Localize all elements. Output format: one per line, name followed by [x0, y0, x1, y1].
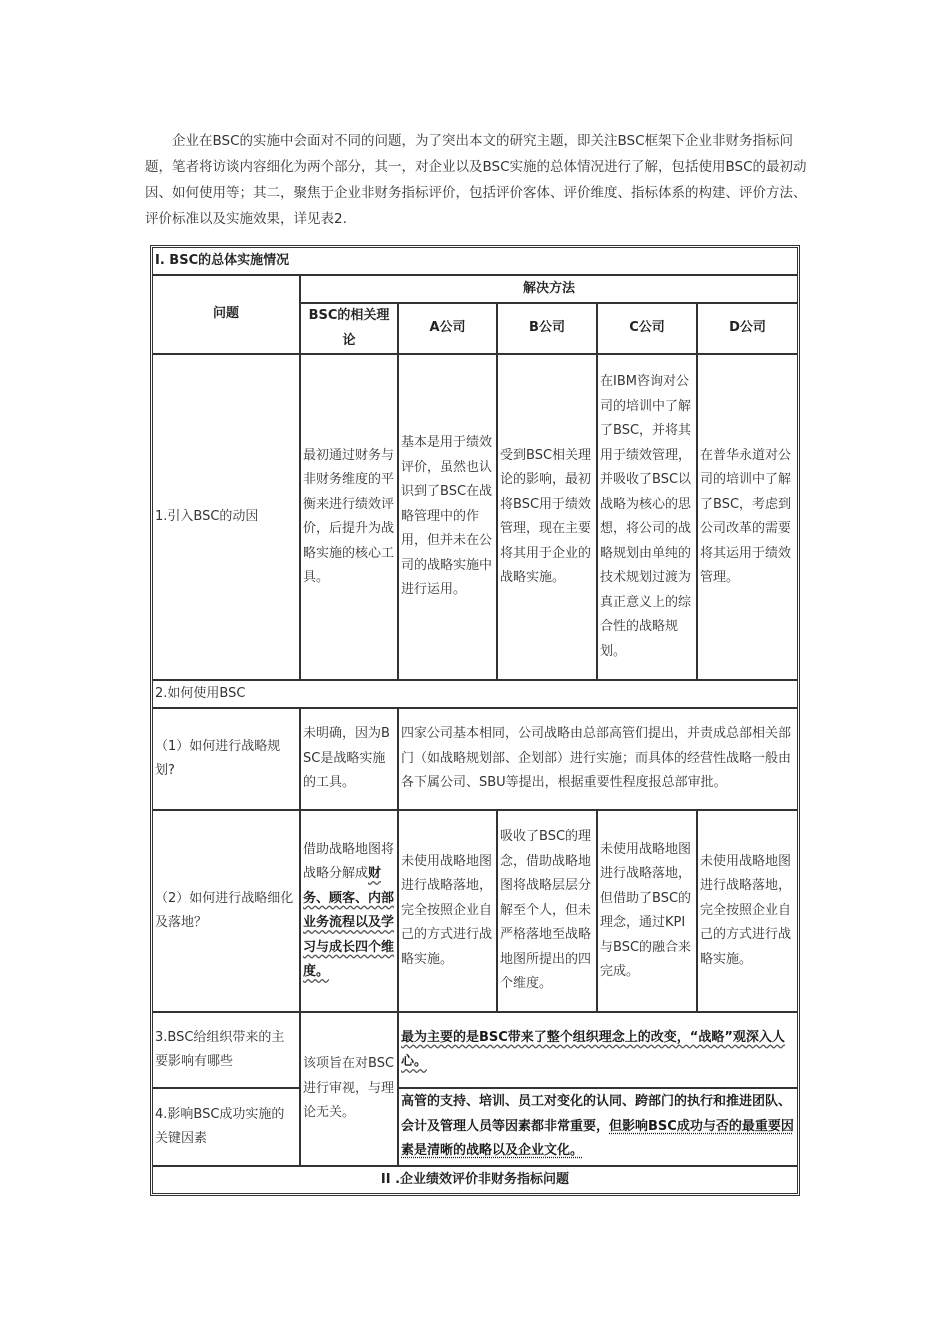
header-company-b: B公司	[497, 303, 597, 354]
section-title-2: 2.如何使用BSC	[152, 680, 798, 708]
row2a-theory: 未明确，因为BSC是战略实施的工具。	[300, 708, 398, 810]
row1-question: 1.引入BSC的动因	[152, 354, 300, 680]
table-row	[152, 1166, 798, 1194]
table-row	[152, 247, 798, 275]
row3-question: 3.BSC给组织带来的主要影响有哪些	[152, 1012, 300, 1088]
row4-all-companies	[398, 1088, 798, 1166]
table-2-frame	[150, 245, 800, 1196]
row3-theory: 该项旨在对BSC进行审视，与理论无关。	[300, 1012, 398, 1166]
row2b-theory-dimensions: 财务、顾客、内部业务流程以及学习与成长四个维度。	[303, 866, 395, 979]
table-row	[152, 1088, 798, 1166]
row4-text-pre: 高管的支持、培训、员工对变化的认同、跨部门的执行和推进团队、会计及管理人员等因素都非常重要，	[401, 1094, 792, 1134]
header-solution: 解决方法	[300, 275, 798, 303]
header-company-a: A公司	[398, 303, 497, 354]
row1-company-c: 在IBM咨询对公司的培训中了解了BSC，并将其用于绩效管理，并吸收了BSC以战略为核心的思想，将公司的战略规划由单纯的技术规划过渡为真正意义上的综合性的战略规划。	[597, 354, 697, 680]
table-row	[152, 708, 798, 810]
section-title-3: II .企业绩效评价非财务指标问题	[152, 1166, 798, 1194]
header-company-d: D公司	[697, 303, 798, 354]
bsc-implementation-table	[152, 247, 798, 1194]
row3-all-companies	[398, 1012, 798, 1088]
header-question: 问题	[152, 275, 300, 354]
row2b-company-c: 未使用战略地图进行战略落地，但借助了BSC的理念，通过KPI与BSC的融合来完成。	[597, 810, 697, 1012]
header-theory: BSC的相关理论	[300, 303, 398, 354]
row2b-company-a: 未使用战略地图进行战略落地，完全按照企业自己的方式进行战略实施。	[398, 810, 497, 1012]
table-row	[152, 810, 798, 1012]
row1-company-d: 在普华永道对公司的培训中了解了BSC，考虑到公司改革的需要将其运用于绩效管理。	[697, 354, 798, 680]
table-row	[152, 680, 798, 708]
row1-company-a: 基本是用于绩效评价，虽然也认识到了BSC在战略管理中的作用，但并未在公司的战略实施中进行运用。	[398, 354, 497, 680]
row1-company-b: 受到BSC相关理论的影响，最初将BSC用于绩效管理，现在主要将其用于企业的战略实施。	[497, 354, 597, 680]
row1-theory: 最初通过财务与非财务维度的平衡来进行绩效评价，后提升为战略实施的核心工具。	[300, 354, 398, 680]
intro-paragraph: 企业在BSC的实施中会面对不同的问题，为了突出本文的研究主题，即关注BSC框架下企业非财务指标问题，笔者将访谈内容细化为两个部分，其一，对企业以及BSC实施的总体情况进行了解，包括使用BSC的最初动因、如何使用等；其二，聚焦于企业非财务指标评价，包括评价客体、评价维度、指标体系的构建、评价方法、评价标准以及实施效果，详见表2.	[145, 133, 807, 227]
header-company-c: C公司	[597, 303, 697, 354]
table-row	[152, 275, 798, 303]
row2b-company-d: 未使用战略地图进行战略落地，完全按照企业自己的方式进行战略实施。	[697, 810, 798, 1012]
table-row	[152, 1012, 798, 1088]
row2b-question: （2）如何进行战略细化及落地？	[152, 810, 300, 1012]
section-title-1: Ⅰ. BSC的总体实施情况	[152, 247, 798, 275]
row2b-company-b: 吸收了BSC的理念，借助战略地图将战略层层分解至个人，但未严格落地至战略地图所提出的四个维度。	[497, 810, 597, 1012]
row4-question: 4.影响BSC成功实施的关键因素	[152, 1088, 300, 1166]
row2a-all-companies: 四家公司基本相同，公司战略由总部高管们提出，并责成总部相关部门（如战略规划部、企划部）进行实施；而具体的经营性战略一般由各下属公司、SBU等提出，根据重要性程度报总部审批。	[398, 708, 798, 810]
row2b-theory-text: 借助战略地图将战略分解成	[303, 841, 395, 881]
row3-all-text: 最为主要的是BSC带来了整个组织理念上的改变，“战略”观深入人心。	[401, 1029, 785, 1069]
row4-text-emphasis: 但影响BSC成功与否的最重要因素是清晰的战略以及企业文化。	[401, 1118, 794, 1159]
row2a-question: （1）如何进行战略规划?	[152, 708, 300, 810]
table-row	[152, 354, 798, 680]
row2b-theory	[300, 810, 398, 1012]
